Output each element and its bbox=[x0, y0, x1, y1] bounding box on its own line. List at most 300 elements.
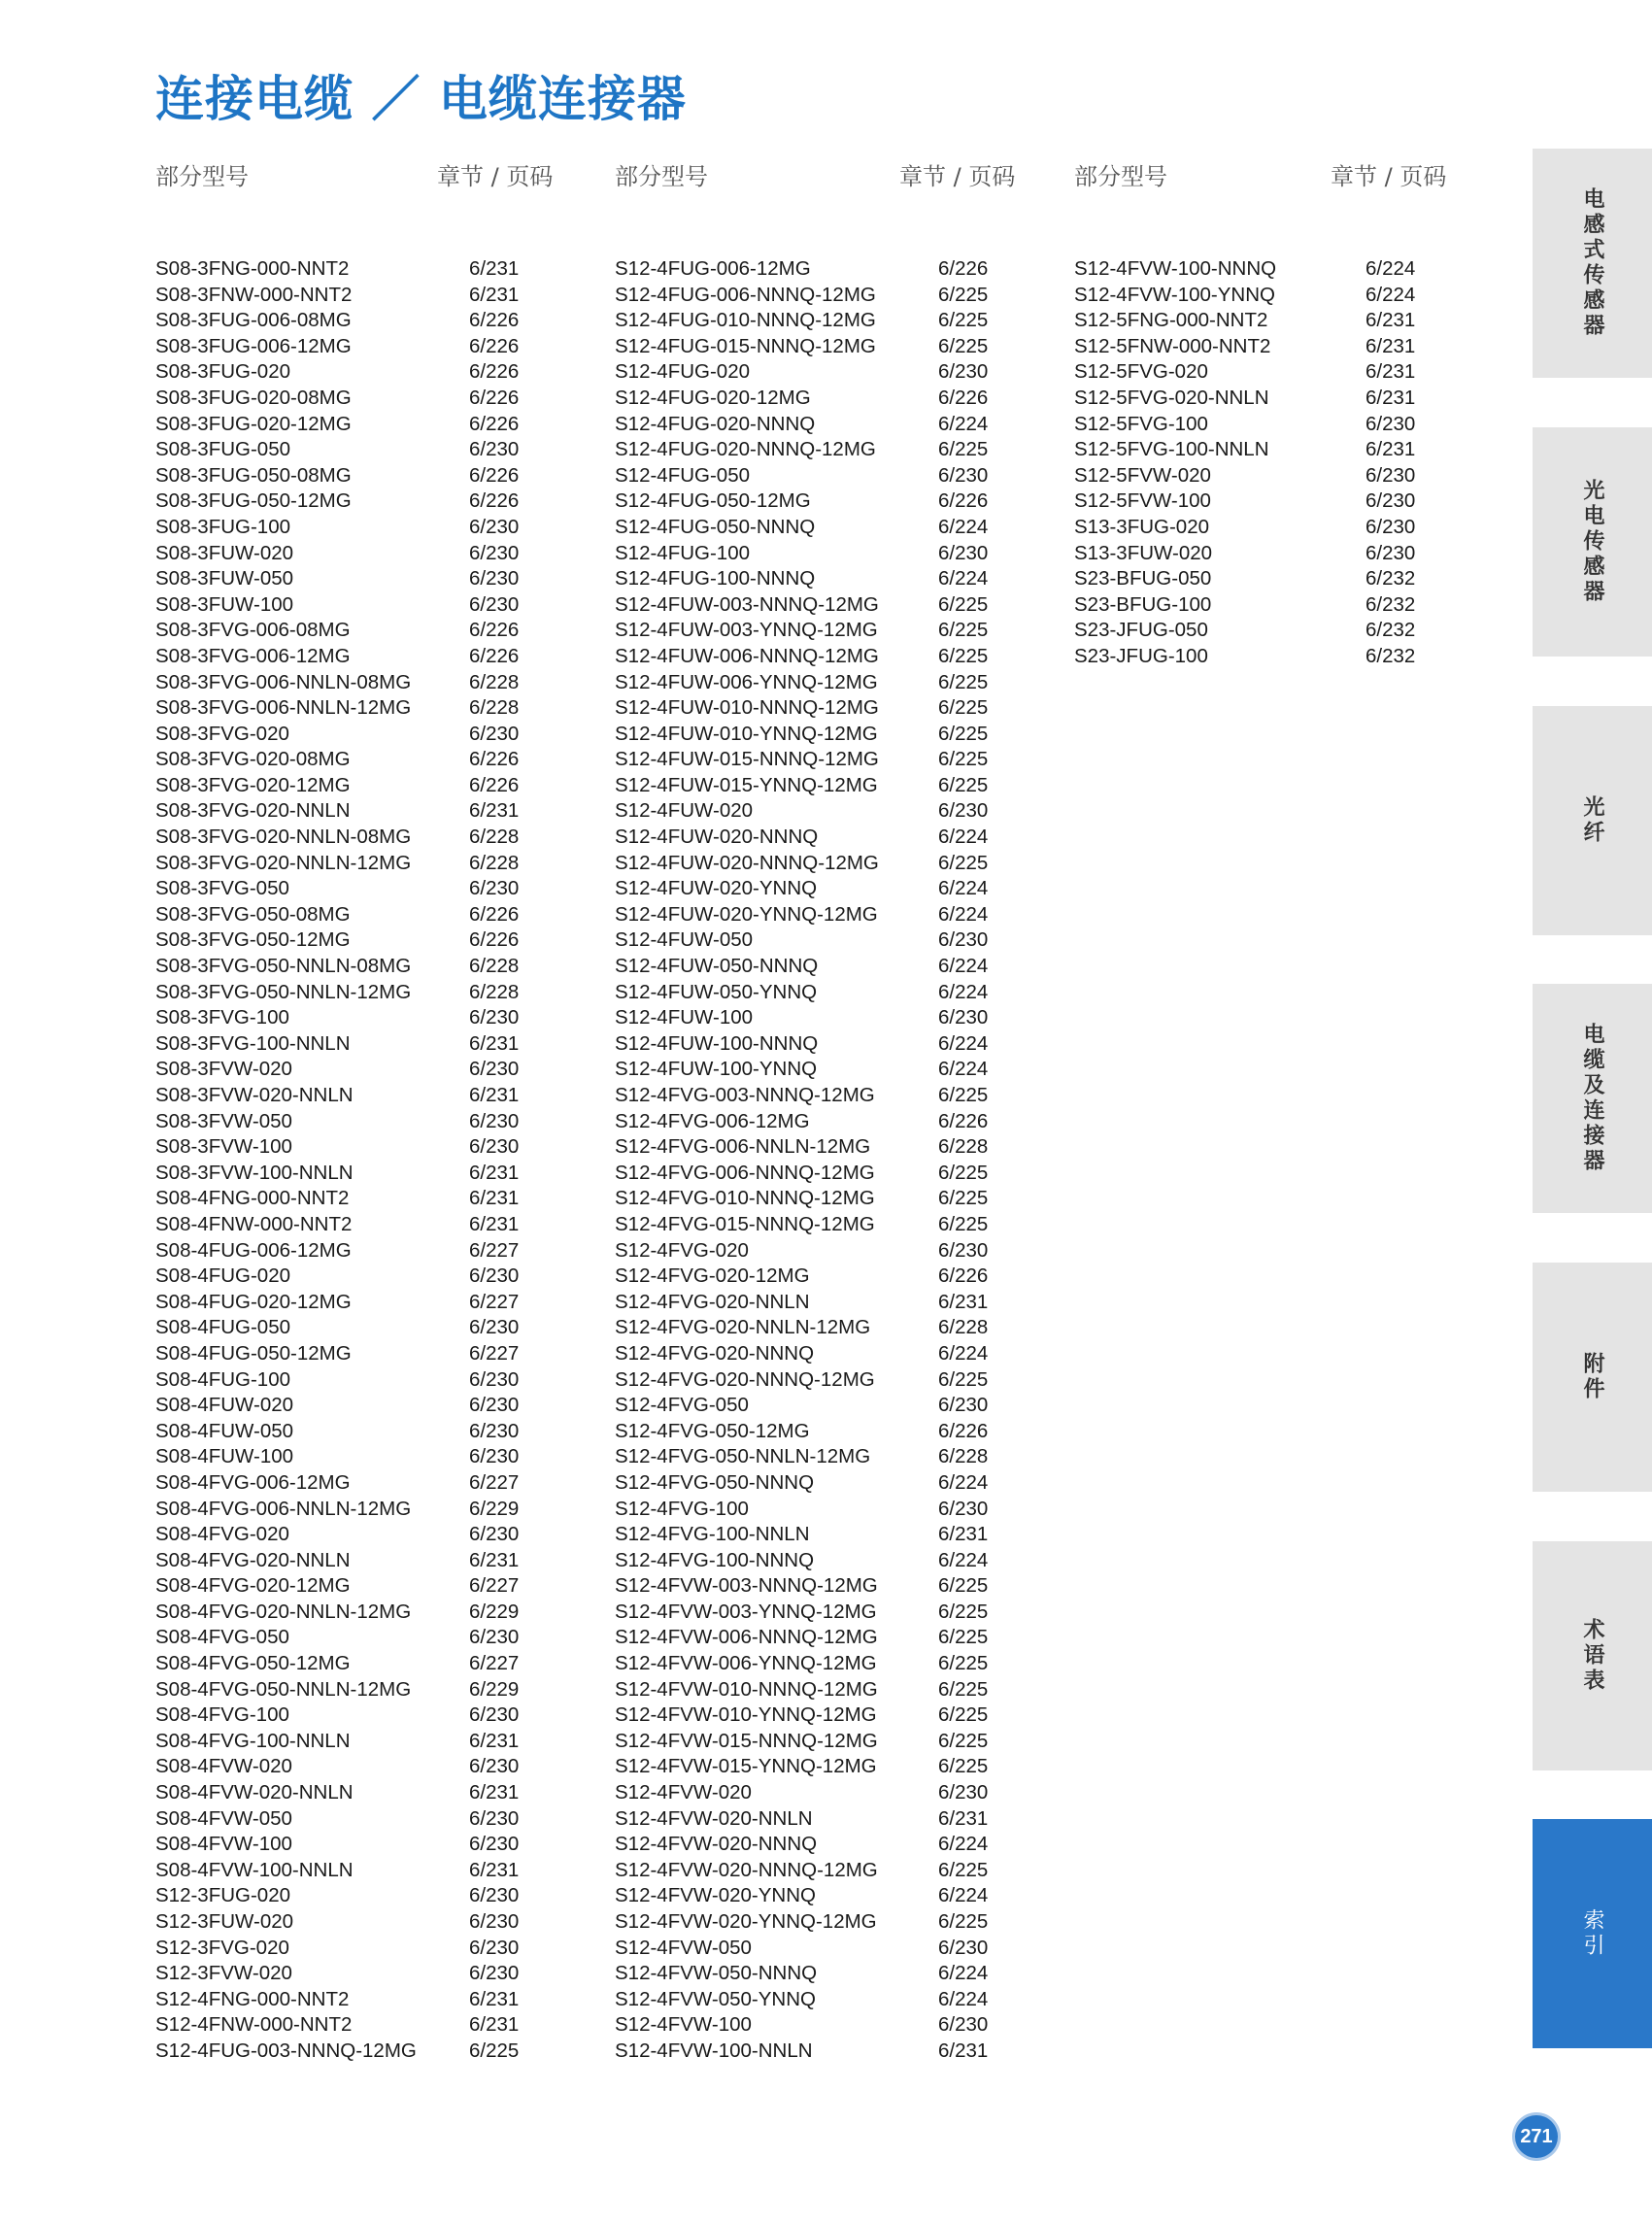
part-number: S12-4FUG-003-NNNQ-12MG bbox=[155, 2039, 417, 2062]
page-ref: 6/230 bbox=[1365, 489, 1416, 513]
tab-7[interactable] bbox=[1533, 1819, 1652, 2048]
page-ref: 6/226 bbox=[469, 463, 520, 487]
page-ref: 6/225 bbox=[938, 1212, 989, 1235]
page-ref: 6/228 bbox=[469, 696, 520, 720]
part-number: S12-4FUG-010-NNNQ-12MG bbox=[615, 309, 876, 332]
part-number: S08-3FUG-020-08MG bbox=[155, 386, 352, 409]
part-number: S12-4FVW-020-NNNQ-12MG bbox=[615, 1858, 878, 1881]
part-number: S08-3FVG-020 bbox=[155, 722, 289, 745]
part-number: S12-4FUW-050-YNNQ bbox=[615, 980, 818, 1003]
part-number: S12-4FUW-010-NNNQ-12MG bbox=[615, 696, 879, 720]
page-ref: 6/230 bbox=[469, 1884, 520, 1907]
part-number: S08-4FUW-100 bbox=[155, 1445, 294, 1468]
page-ref: 6/227 bbox=[469, 1290, 520, 1313]
page-ref: 6/229 bbox=[469, 1497, 520, 1520]
page-ref: 6/225 bbox=[938, 1729, 989, 1752]
part-number: S08-3FVW-050 bbox=[155, 1109, 292, 1132]
part-number: S12-4FVW-006-NNNQ-12MG bbox=[615, 1626, 878, 1649]
page-ref: 6/226 bbox=[938, 257, 989, 280]
page-ref: 6/225 bbox=[938, 1858, 989, 1881]
page-ref: 6/226 bbox=[469, 928, 520, 952]
part-number: S08-3FVG-020-NNLN-12MG bbox=[155, 851, 412, 874]
part-number: S12-4FVW-100-NNNQ bbox=[1074, 257, 1277, 280]
part-number: S08-4FUG-050-12MG bbox=[155, 1341, 352, 1365]
page-ref: 6/230 bbox=[469, 1058, 520, 1081]
part-number: S12-4FUW-020-YNNQ-12MG bbox=[615, 902, 878, 926]
part-number: S12-4FUG-006-NNNQ-12MG bbox=[615, 283, 876, 306]
page-ref: 6/231 bbox=[938, 1806, 989, 1830]
page-ref: 6/230 bbox=[469, 438, 520, 461]
page-ref: 6/226 bbox=[469, 773, 520, 796]
page-ref: 6/230 bbox=[469, 1806, 520, 1830]
part-number: S08-4FVG-050-12MG bbox=[155, 1652, 351, 1675]
page-ref: 6/224 bbox=[1365, 257, 1416, 280]
part-number: S12-4FUW-015-NNNQ-12MG bbox=[615, 748, 879, 771]
part-number: S23-JFUG-100 bbox=[1074, 644, 1208, 667]
tab-label: 索引 bbox=[1580, 1908, 1604, 1959]
part-number: S12-4FVW-100-YNNQ bbox=[1074, 283, 1275, 306]
part-number: S12-4FVW-050-NNNQ bbox=[615, 1962, 818, 1985]
part-number: S08-3FVG-006-12MG bbox=[155, 644, 351, 667]
page-ref: 6/227 bbox=[469, 1470, 520, 1494]
page-ref: 6/224 bbox=[1365, 283, 1416, 306]
page-ref: 6/231 bbox=[1365, 360, 1416, 384]
part-number: S08-3FUG-006-12MG bbox=[155, 334, 352, 357]
page-ref: 6/230 bbox=[469, 1445, 520, 1468]
part-number: S12-4FVW-006-YNNQ-12MG bbox=[615, 1652, 877, 1675]
page-ref: 6/229 bbox=[469, 1600, 520, 1623]
page-ref: 6/226 bbox=[938, 386, 989, 409]
page-ref: 6/230 bbox=[469, 1910, 520, 1933]
page-ref: 6/231 bbox=[1365, 334, 1416, 357]
part-number: S08-3FVG-100-NNLN bbox=[155, 1031, 351, 1055]
page-ref: 6/230 bbox=[469, 1833, 520, 1856]
part-number: S08-4FVG-020-NNLN bbox=[155, 1548, 351, 1571]
page-ref: 6/225 bbox=[938, 696, 989, 720]
part-number: S08-3FUG-050-08MG bbox=[155, 463, 352, 487]
part-number: S12-4FVW-015-YNNQ-12MG bbox=[615, 1755, 877, 1778]
page-ref: 6/227 bbox=[469, 1652, 520, 1675]
page-ref: 6/230 bbox=[938, 2013, 989, 2037]
part-number: S12-4FUW-015-YNNQ-12MG bbox=[615, 773, 878, 796]
page-ref: 6/230 bbox=[469, 1419, 520, 1442]
part-number: S13-3FUW-020 bbox=[1074, 541, 1213, 564]
page-ref: 6/230 bbox=[469, 1006, 520, 1029]
part-number: S12-4FVG-050-NNNQ bbox=[615, 1470, 815, 1494]
part-number: S12-4FUW-100 bbox=[615, 1006, 754, 1029]
part-number: S12-4FVW-100-NNLN bbox=[615, 2039, 813, 2062]
part-number: S08-3FVG-020-NNLN-08MG bbox=[155, 826, 412, 849]
header-part-number: 部分型号 bbox=[155, 163, 249, 190]
part-number: S08-3FVG-050-NNLN-08MG bbox=[155, 955, 412, 978]
part-number: S12-4FUW-006-NNNQ-12MG bbox=[615, 644, 879, 667]
part-number: S12-4FVG-020 bbox=[615, 1238, 749, 1262]
page-ref: 6/230 bbox=[938, 1394, 989, 1417]
page-ref: 6/226 bbox=[469, 386, 520, 409]
page-ref: 6/230 bbox=[938, 1781, 989, 1804]
part-number: S08-3FUG-006-08MG bbox=[155, 309, 352, 332]
part-number: S12-4FVW-020-NNNQ bbox=[615, 1833, 818, 1856]
part-number: S08-4FUG-006-12MG bbox=[155, 1238, 352, 1262]
page-ref: 6/224 bbox=[938, 412, 989, 435]
part-number: S08-4FNW-000-NNT2 bbox=[155, 1212, 353, 1235]
part-number: S12-4FUG-020-12MG bbox=[615, 386, 811, 409]
page-ref: 6/224 bbox=[938, 1470, 989, 1494]
part-number: S08-4FUG-020 bbox=[155, 1264, 291, 1288]
page-ref: 6/230 bbox=[469, 1316, 520, 1339]
page-ref: 6/230 bbox=[469, 1755, 520, 1778]
part-number: S08-4FUG-050 bbox=[155, 1316, 291, 1339]
tab-2[interactable] bbox=[1533, 427, 1652, 657]
page-ref: 6/232 bbox=[1365, 567, 1416, 590]
part-number: S12-4FVW-020-NNLN bbox=[615, 1806, 813, 1830]
tab-5[interactable] bbox=[1533, 1263, 1652, 1492]
page-ref: 6/230 bbox=[469, 541, 520, 564]
part-number: S08-4FVG-020-12MG bbox=[155, 1574, 351, 1598]
page-ref: 6/228 bbox=[469, 670, 520, 693]
part-number: S12-4FVW-050-YNNQ bbox=[615, 1987, 816, 2010]
part-number: S12-4FVG-006-12MG bbox=[615, 1109, 810, 1132]
page-ref: 6/230 bbox=[938, 799, 989, 823]
part-number: S12-4FUW-020-YNNQ bbox=[615, 877, 818, 900]
page-ref: 6/224 bbox=[938, 1884, 989, 1907]
part-number: S08-4FVW-020 bbox=[155, 1755, 292, 1778]
tab-6[interactable] bbox=[1533, 1541, 1652, 1770]
page-ref: 6/230 bbox=[469, 1626, 520, 1649]
part-number: S08-3FUG-050-12MG bbox=[155, 489, 352, 513]
part-number: S12-5FVG-100 bbox=[1074, 412, 1208, 435]
part-number: S12-4FUW-050 bbox=[615, 928, 754, 952]
part-number: S12-3FVG-020 bbox=[155, 1936, 289, 1959]
part-number: S12-4FVG-050-NNLN-12MG bbox=[615, 1445, 871, 1468]
page-ref: 6/230 bbox=[1365, 412, 1416, 435]
part-number: S08-4FVG-050 bbox=[155, 1626, 289, 1649]
tab-label: 电缆及连接器 bbox=[1580, 1023, 1604, 1174]
page-ref: 6/231 bbox=[469, 283, 520, 306]
part-number: S08-4FVG-100-NNLN bbox=[155, 1729, 351, 1752]
page-ref: 6/231 bbox=[469, 799, 520, 823]
page-ref: 6/230 bbox=[469, 1367, 520, 1391]
page-ref: 6/225 bbox=[938, 773, 989, 796]
part-number: S08-4FUW-020 bbox=[155, 1394, 294, 1417]
page-ref: 6/232 bbox=[1365, 592, 1416, 616]
page-ref: 6/225 bbox=[938, 619, 989, 642]
part-number: S08-4FVG-020-NNLN-12MG bbox=[155, 1600, 412, 1623]
part-number: S12-4FVW-003-YNNQ-12MG bbox=[615, 1600, 877, 1623]
part-number: S12-4FVW-100 bbox=[615, 2013, 752, 2037]
page-ref: 6/226 bbox=[938, 1109, 989, 1132]
page-ref: 6/226 bbox=[469, 748, 520, 771]
part-number: S12-5FVG-100-NNLN bbox=[1074, 438, 1269, 461]
part-number: S08-4FVG-006-12MG bbox=[155, 1470, 351, 1494]
page-ref: 6/225 bbox=[938, 1910, 989, 1933]
page-ref: 6/231 bbox=[1365, 309, 1416, 332]
page-ref: 6/226 bbox=[469, 489, 520, 513]
part-number: S12-4FVG-020-NNLN-12MG bbox=[615, 1316, 871, 1339]
page-ref: 6/230 bbox=[938, 463, 989, 487]
page-ref: 6/231 bbox=[469, 1161, 520, 1184]
page-ref: 6/231 bbox=[469, 1987, 520, 2010]
part-number: S08-3FVW-020 bbox=[155, 1058, 292, 1081]
part-number: S12-4FUW-003-YNNQ-12MG bbox=[615, 619, 878, 642]
page-ref: 6/229 bbox=[469, 1677, 520, 1701]
page-ref: 6/225 bbox=[938, 1652, 989, 1675]
page-ref: 6/230 bbox=[938, 541, 989, 564]
page-ref: 6/228 bbox=[469, 980, 520, 1003]
part-number: S08-4FUG-020-12MG bbox=[155, 1290, 352, 1313]
page-ref: 6/231 bbox=[469, 257, 520, 280]
part-number: S08-3FVG-020-12MG bbox=[155, 773, 351, 796]
page-ref: 6/230 bbox=[938, 1497, 989, 1520]
page-ref: 6/224 bbox=[938, 1548, 989, 1571]
page-ref: 6/226 bbox=[938, 1264, 989, 1288]
page-ref: 6/231 bbox=[469, 1187, 520, 1210]
page-ref: 6/225 bbox=[938, 1703, 989, 1727]
page-ref: 6/231 bbox=[469, 1858, 520, 1881]
header-page: 章节 / 页码 bbox=[1331, 163, 1447, 190]
page-ref: 6/231 bbox=[469, 1781, 520, 1804]
part-number: S13-3FUG-020 bbox=[1074, 515, 1210, 538]
part-number: S08-3FUG-020 bbox=[155, 360, 291, 384]
part-number: S12-3FVW-020 bbox=[155, 1962, 292, 1985]
part-number: S12-3FUW-020 bbox=[155, 1910, 294, 1933]
page-ref: 6/228 bbox=[469, 955, 520, 978]
part-number: S12-4FVW-015-NNNQ-12MG bbox=[615, 1729, 878, 1752]
tab-3[interactable] bbox=[1533, 706, 1652, 935]
page-ref: 6/225 bbox=[938, 1600, 989, 1623]
part-number: S08-3FUG-100 bbox=[155, 515, 291, 538]
page-ref: 6/227 bbox=[469, 1238, 520, 1262]
part-number: S08-3FVG-050-12MG bbox=[155, 928, 351, 952]
part-number: S08-4FVG-100 bbox=[155, 1703, 289, 1727]
page-ref: 6/225 bbox=[938, 1574, 989, 1598]
page-ref: 6/230 bbox=[469, 1135, 520, 1159]
part-number: S12-3FUG-020 bbox=[155, 1884, 291, 1907]
page-ref: 6/230 bbox=[469, 1109, 520, 1132]
page-ref: 6/230 bbox=[469, 1703, 520, 1727]
page-ref: 6/226 bbox=[938, 1419, 989, 1442]
part-number: S12-4FVG-020-12MG bbox=[615, 1264, 810, 1288]
page-ref: 6/231 bbox=[1365, 386, 1416, 409]
page-ref: 6/226 bbox=[469, 309, 520, 332]
page-ref: 6/224 bbox=[938, 1987, 989, 2010]
part-number: S12-5FVG-020-NNLN bbox=[1074, 386, 1269, 409]
page-ref: 6/232 bbox=[1365, 644, 1416, 667]
part-number: S12-5FVG-020 bbox=[1074, 360, 1208, 384]
page-ref: 6/230 bbox=[938, 360, 989, 384]
part-number: S12-4FVG-003-NNNQ-12MG bbox=[615, 1084, 875, 1106]
header-part-number: 部分型号 bbox=[615, 163, 708, 190]
page-ref: 6/225 bbox=[938, 1367, 989, 1391]
page-ref: 6/224 bbox=[938, 877, 989, 900]
page-ref: 6/230 bbox=[469, 1962, 520, 1985]
page-ref: 6/231 bbox=[469, 1548, 520, 1571]
part-number: S08-3FVG-006-NNLN-08MG bbox=[155, 670, 412, 693]
part-number: S12-4FVG-020-NNNQ-12MG bbox=[615, 1367, 875, 1391]
page-ref: 6/225 bbox=[938, 1161, 989, 1184]
part-number: S08-3FUW-100 bbox=[155, 592, 294, 616]
part-number: S08-4FUG-100 bbox=[155, 1367, 291, 1391]
part-number: S08-3FVW-100 bbox=[155, 1135, 292, 1159]
part-number: S12-4FUG-050-12MG bbox=[615, 489, 811, 513]
page-ref: 6/231 bbox=[469, 1084, 520, 1106]
page-ref: 6/227 bbox=[469, 1341, 520, 1365]
part-number: S12-4FVW-020 bbox=[615, 1781, 752, 1804]
part-number: S08-3FVG-020-08MG bbox=[155, 748, 351, 771]
page-ref: 6/224 bbox=[938, 1031, 989, 1055]
part-number: S08-4FVW-100 bbox=[155, 1833, 292, 1856]
part-number: S12-4FNG-000-NNT2 bbox=[155, 1987, 350, 2010]
page-ref: 6/231 bbox=[938, 1290, 989, 1313]
page-ref: 6/230 bbox=[1365, 541, 1416, 564]
page-ref: 6/231 bbox=[938, 1523, 989, 1546]
part-number: S12-4FVG-010-NNNQ-12MG bbox=[615, 1187, 875, 1210]
page-ref: 6/230 bbox=[938, 1936, 989, 1959]
page-ref: 6/224 bbox=[938, 980, 989, 1003]
tab-label: 附件 bbox=[1580, 1352, 1604, 1402]
page-ref: 6/230 bbox=[469, 1394, 520, 1417]
page-ref: 6/230 bbox=[938, 928, 989, 952]
part-number: S08-3FVG-050-NNLN-12MG bbox=[155, 980, 412, 1003]
page-ref: 6/224 bbox=[938, 567, 989, 590]
part-number: S12-4FUG-020-NNNQ-12MG bbox=[615, 438, 876, 461]
part-number: S08-3FVW-020-NNLN bbox=[155, 1084, 354, 1106]
part-number: S08-3FVG-006-NNLN-12MG bbox=[155, 696, 412, 720]
part-number: S12-4FUW-020-NNNQ-12MG bbox=[615, 851, 879, 874]
page-ref: 6/230 bbox=[469, 1936, 520, 1959]
part-number: S12-5FNG-000-NNT2 bbox=[1074, 309, 1268, 332]
page-ref: 6/225 bbox=[938, 748, 989, 771]
part-number: S12-4FVG-015-NNNQ-12MG bbox=[615, 1212, 875, 1235]
tab-label: 光纤 bbox=[1580, 795, 1604, 846]
page-ref: 6/224 bbox=[938, 826, 989, 849]
page-ref: 6/226 bbox=[469, 412, 520, 435]
page-ref: 6/224 bbox=[938, 1058, 989, 1081]
part-number: S08-3FVW-100-NNLN bbox=[155, 1161, 354, 1184]
header-part-number: 部分型号 bbox=[1074, 163, 1167, 190]
part-number: S12-5FNW-000-NNT2 bbox=[1074, 334, 1271, 357]
page-ref: 6/231 bbox=[938, 2039, 989, 2062]
part-number: S08-4FVG-020 bbox=[155, 1523, 289, 1546]
page-ref: 6/232 bbox=[1365, 619, 1416, 642]
page-ref: 6/226 bbox=[469, 619, 520, 642]
page-ref: 6/225 bbox=[938, 1626, 989, 1649]
page-ref: 6/230 bbox=[469, 877, 520, 900]
page-ref: 6/225 bbox=[938, 722, 989, 745]
part-number: S12-4FUG-006-12MG bbox=[615, 257, 811, 280]
part-number: S12-4FVG-050-12MG bbox=[615, 1419, 810, 1442]
header-page: 章节 / 页码 bbox=[437, 163, 554, 190]
part-number: S08-3FNG-000-NNT2 bbox=[155, 257, 350, 280]
part-number: S12-4FVG-100 bbox=[615, 1497, 749, 1520]
tab-label: 光电传感器 bbox=[1580, 479, 1604, 605]
part-number: S12-4FVW-003-NNNQ-12MG bbox=[615, 1574, 878, 1598]
part-number: S12-4FNW-000-NNT2 bbox=[155, 2013, 353, 2037]
page-ref: 6/230 bbox=[938, 1238, 989, 1262]
page-ref: 6/228 bbox=[469, 826, 520, 849]
part-number: S12-4FUW-003-NNNQ-12MG bbox=[615, 592, 879, 616]
page-ref: 6/230 bbox=[1365, 463, 1416, 487]
page-ref: 6/225 bbox=[938, 670, 989, 693]
page-ref: 6/230 bbox=[938, 1006, 989, 1029]
page-ref: 6/226 bbox=[469, 360, 520, 384]
part-number: S12-4FVG-100-NNLN bbox=[615, 1523, 810, 1546]
part-number: S08-3FUW-020 bbox=[155, 541, 294, 564]
tab-label: 电感式传感器 bbox=[1580, 187, 1604, 339]
page-ref: 6/228 bbox=[938, 1445, 989, 1468]
part-number: S12-4FUW-100-YNNQ bbox=[615, 1058, 818, 1081]
part-number: S08-4FNG-000-NNT2 bbox=[155, 1187, 350, 1210]
part-number: S08-4FVG-050-NNLN-12MG bbox=[155, 1677, 412, 1701]
part-number: S12-4FUW-020 bbox=[615, 799, 754, 823]
page-ref: 6/225 bbox=[938, 851, 989, 874]
page-ref: 6/228 bbox=[938, 1316, 989, 1339]
page-ref: 6/225 bbox=[938, 1084, 989, 1106]
part-number: S12-4FVG-006-NNNQ-12MG bbox=[615, 1161, 875, 1184]
part-number: S12-5FVW-100 bbox=[1074, 489, 1211, 513]
part-number: S08-3FUG-050 bbox=[155, 438, 291, 461]
page-ref: 6/227 bbox=[469, 1574, 520, 1598]
page-ref: 6/225 bbox=[938, 644, 989, 667]
part-number: S12-4FUG-050-NNNQ bbox=[615, 515, 816, 538]
part-number: S08-3FVG-100 bbox=[155, 1006, 289, 1029]
page-ref: 6/230 bbox=[1365, 515, 1416, 538]
part-number: S08-4FUW-050 bbox=[155, 1419, 294, 1442]
part-number: S12-4FVW-010-NNNQ-12MG bbox=[615, 1677, 878, 1701]
part-number: S08-4FVW-020-NNLN bbox=[155, 1781, 354, 1804]
part-number: S08-4FVG-006-NNLN-12MG bbox=[155, 1497, 412, 1520]
part-number: S12-4FVW-020-YNNQ bbox=[615, 1884, 816, 1907]
tab-4[interactable] bbox=[1533, 984, 1652, 1213]
part-number: S12-4FVW-050 bbox=[615, 1936, 752, 1959]
page-ref: 6/225 bbox=[938, 438, 989, 461]
page-ref: 6/224 bbox=[938, 515, 989, 538]
page-ref: 6/225 bbox=[938, 1187, 989, 1210]
page-ref: 6/225 bbox=[938, 1677, 989, 1701]
page-ref: 6/231 bbox=[469, 2013, 520, 2037]
part-number: S12-4FVG-100-NNNQ bbox=[615, 1548, 815, 1571]
part-number: S08-3FNW-000-NNT2 bbox=[155, 283, 353, 306]
page-ref: 6/226 bbox=[469, 902, 520, 926]
part-number: S08-3FVG-050 bbox=[155, 877, 289, 900]
part-number: S12-4FUW-006-YNNQ-12MG bbox=[615, 670, 878, 693]
tab-1[interactable] bbox=[1533, 149, 1652, 378]
page-number-badge: 271 bbox=[1515, 2115, 1558, 2158]
part-number: S23-BFUG-050 bbox=[1074, 567, 1212, 590]
page-ref: 6/226 bbox=[469, 334, 520, 357]
part-number: S12-4FUG-020 bbox=[615, 360, 751, 384]
part-number: S12-4FUG-020-NNNQ bbox=[615, 412, 816, 435]
page-ref: 6/224 bbox=[938, 1833, 989, 1856]
page-title: 连接电缆 ／ 电缆连接器 bbox=[155, 71, 687, 127]
page-ref: 6/224 bbox=[938, 955, 989, 978]
part-number: S12-4FUG-050 bbox=[615, 463, 751, 487]
part-number: S12-4FUG-015-NNNQ-12MG bbox=[615, 334, 876, 357]
part-number: S12-4FUG-100-NNNQ bbox=[615, 567, 816, 590]
page-ref: 6/224 bbox=[938, 902, 989, 926]
part-number: S08-3FVG-006-08MG bbox=[155, 619, 351, 642]
part-number: S08-4FVW-050 bbox=[155, 1806, 292, 1830]
part-number: S12-4FVG-050 bbox=[615, 1394, 749, 1417]
page-ref: 6/226 bbox=[469, 644, 520, 667]
part-number: S12-4FVW-010-YNNQ-12MG bbox=[615, 1703, 877, 1727]
part-number: S23-BFUG-100 bbox=[1074, 592, 1212, 616]
page-ref: 6/225 bbox=[938, 309, 989, 332]
part-number: S23-JFUG-050 bbox=[1074, 619, 1208, 642]
part-number: S12-4FVG-020-NNLN bbox=[615, 1290, 810, 1313]
page-ref: 6/225 bbox=[938, 1755, 989, 1778]
page-ref: 6/224 bbox=[938, 1962, 989, 1985]
